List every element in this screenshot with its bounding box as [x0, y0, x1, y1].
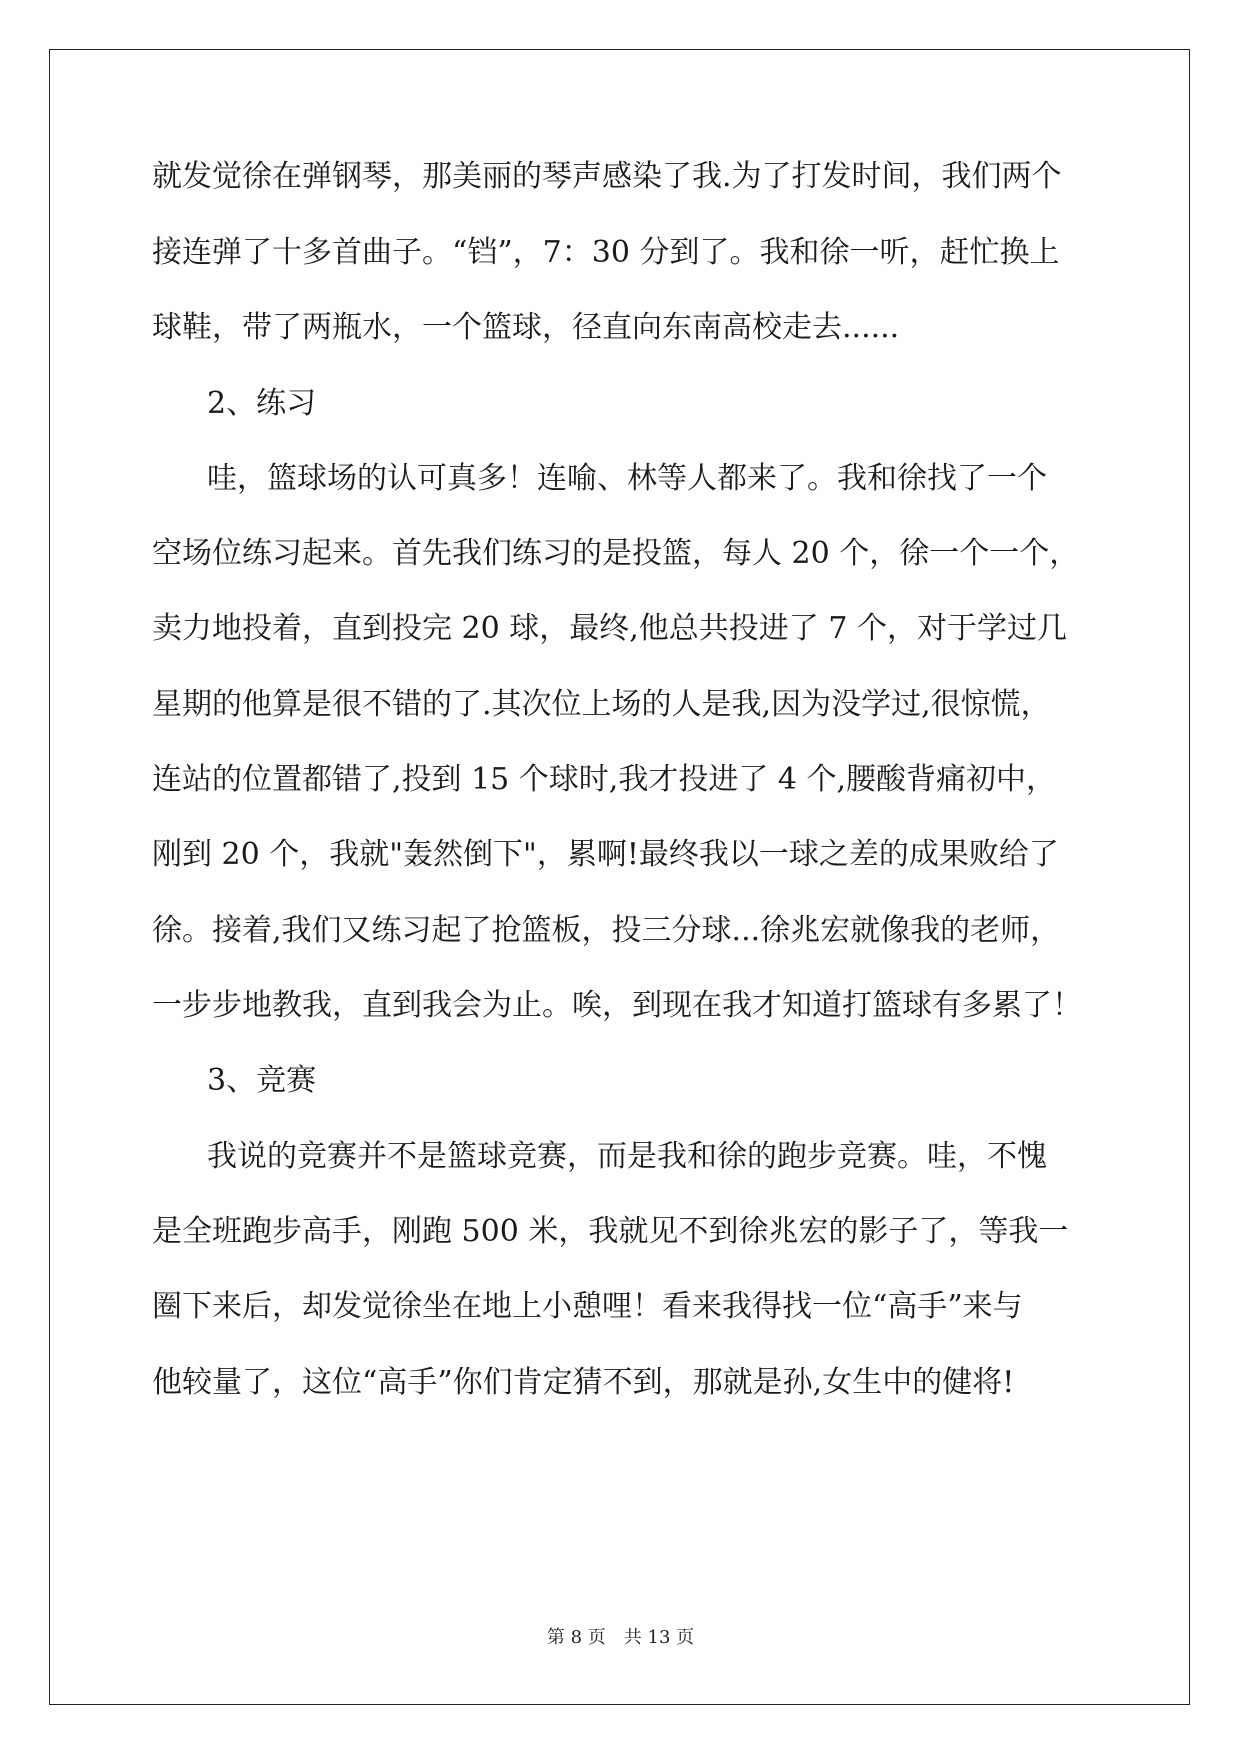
- paragraph-line: 连站的位置都错了,投到 15 个球时,我才投进了 4 个,腰酸背痛初中，: [152, 762, 1057, 797]
- paragraph-line: 我说的竞赛并不是篮球竞赛，而是我和徐的跑步竞赛。哇，不愧: [207, 1139, 1047, 1174]
- paragraph-line: 是全班跑步高手，刚跑 500 米，我就见不到徐兆宏的影子了，等我一: [152, 1214, 1069, 1249]
- paragraph-line: 就发觉徐在弹钢琴，那美丽的琴声感染了我.为了打发时间，我们两个: [152, 159, 1062, 194]
- paragraph-line: 他较量了，这位“高手”你们肯定猜不到，那就是孙,女生中的健将!: [152, 1365, 1015, 1400]
- section-heading-practice: 2、练习: [207, 386, 317, 421]
- paragraph-line: 接连弹了十多首曲子。“铛”，7：30 分到了。我和徐一听，赶忙换上: [152, 235, 1060, 270]
- paragraph-line: 一步步地教我，直到我会为止。唉，到现在我才知道打篮球有多累了！: [152, 988, 1082, 1023]
- paragraph-line: 徐。接着,我们又练习起了抢篮板，投三分球...徐兆宏就像我的老师，: [152, 913, 1061, 948]
- page-border: [49, 49, 1190, 1705]
- paragraph-line: 空场位练习起来。首先我们练习的是投篮，每人 20 个，徐一个一个，: [152, 536, 1080, 571]
- paragraph-line: 球鞋，带了两瓶水，一个篮球，径直向东南高校走去......: [152, 310, 900, 345]
- paragraph-line: 卖力地投着，直到投完 20 球，最终,他总共投进了 7 个，对于学过几: [152, 611, 1067, 646]
- paragraph-line: 圈下来后，却发觉徐坐在地上小憩哩！看来我得找一位“高手”来与: [152, 1289, 1023, 1324]
- paragraph-line: 刚到 20 个，我就"轰然倒下"，累啊!最终我以一球之差的成果败给了: [152, 837, 1059, 872]
- paragraph-line: 哇，篮球场的认可真多！连喻、林等人都来了。我和徐找了一个: [207, 461, 1047, 496]
- page-number-footer: 第 8 页 共 13 页: [546, 1627, 695, 1648]
- paragraph-line: 星期的他算是很不错的了.其次位上场的人是我,因为没学过,很惊慌，: [152, 687, 1051, 722]
- section-heading-competition: 3、竞赛: [207, 1063, 317, 1098]
